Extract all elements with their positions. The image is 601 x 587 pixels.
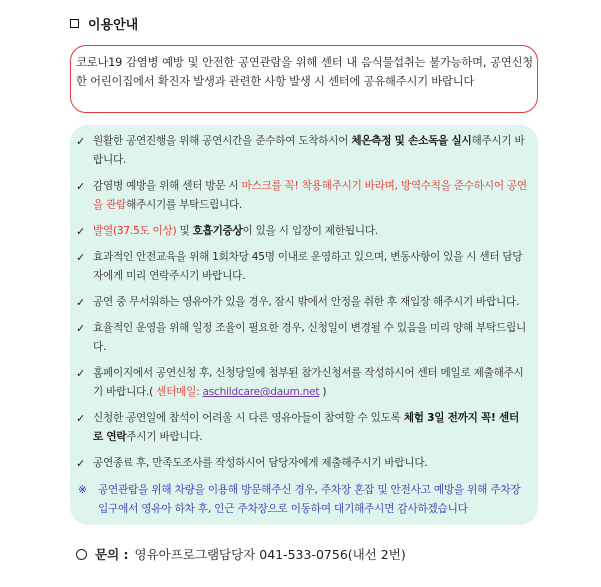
guide-item bbox=[76, 319, 528, 357]
guide-text: 이 있을 시 입장이 제한됩니다. bbox=[242, 225, 378, 237]
parking-note bbox=[76, 481, 528, 519]
guide-item bbox=[76, 222, 528, 241]
guide-panel bbox=[70, 125, 538, 525]
guide-text: 및 bbox=[176, 225, 193, 237]
guide-item bbox=[76, 248, 528, 286]
guide-text: 공연 중 무서워하는 영유아가 있을 경우, 잠시 밖에서 안정을 취한 후 재입장 해주시기 바랍니다. bbox=[93, 296, 520, 308]
guide-text: 신청한 공연일에 참석이 어려울 시 다른 영유아들이 참여할 수 있도록 bbox=[93, 412, 404, 424]
guide-text: 공연종료 후, 만족도조사를 작성하시어 담당자에게 제출해주시기 바랍니다. bbox=[93, 457, 428, 469]
guide-item bbox=[76, 293, 528, 312]
guide-bold-text: 체온측정 및 손소독을 실시 bbox=[351, 135, 472, 147]
guide-item bbox=[76, 409, 528, 447]
guide-text: ) bbox=[319, 386, 327, 398]
check-icon: ✓ bbox=[76, 180, 85, 193]
email-label: 센터메일: bbox=[153, 386, 203, 398]
reference-mark-icon: ※ bbox=[78, 484, 87, 496]
circle-bullet-icon bbox=[76, 549, 87, 560]
check-icon: ✓ bbox=[76, 412, 85, 425]
contact-value: 영유아프로그램담당자 041-533-0756(내선 2번) bbox=[134, 547, 406, 562]
note-text: 공연관람을 위해 차량을 이용해 방문해주신 경우, 주차장 혼잡 및 안전사고 예방을 위해 주차장 입구에서 영유아 하차 후, 인근 주차장으로 이동하여 대기해주시면 감사하겠습니다 bbox=[98, 484, 521, 515]
guide-bold-text: 체험 3일 전까지 꼭! 센터로 연락 bbox=[93, 412, 520, 443]
email-link[interactable]: aschildcare@daum.net bbox=[202, 386, 320, 398]
guide-red-text: 마스크를 꼭! 착용해주시기 바라며, 방역수칙을 준수하시어 공연을 관람 bbox=[93, 180, 527, 211]
guide-text: 원활한 공연진행을 위해 공연시간을 준수하여 도착하시어 bbox=[93, 135, 352, 147]
guide-item bbox=[76, 364, 528, 402]
contact-label: 문의 : bbox=[95, 547, 129, 562]
guide-item bbox=[76, 454, 528, 473]
guide-text: 홈페이지에서 공연신청 후, 신청당일에 첨부된 참가신청서를 작성하시어 센터 메일로 제출해주시기 바랍니다.( bbox=[93, 367, 524, 398]
check-icon: ✓ bbox=[76, 135, 85, 148]
guide-text: 해주시기 바랍니다. bbox=[93, 135, 525, 166]
check-icon: ✓ bbox=[76, 296, 85, 309]
guide-text: 감염병 예방을 위해 센터 방문 시 bbox=[93, 180, 242, 192]
guide-bold-text: 호흡기증상 bbox=[192, 225, 243, 237]
notice-box: 코로나19 감염병 예방 및 안전한 공연관람을 위해 센터 내 음식물섭취는 불가능하며, 공연신청 한 어린이집에서 확진자 발생과 관련한 사항 발생 시 센터에 공유해주시기 바랍니다 bbox=[70, 45, 538, 113]
guide-item bbox=[76, 132, 528, 170]
guide-text: 해주시기를 부탁드립니다. bbox=[126, 199, 243, 211]
check-icon: ✓ bbox=[76, 225, 85, 238]
guide-text: 효과적인 안전교육을 위해 1회차당 45명 이내로 운영하고 있으며, 변동사항이 있을 시 센터 담당자에게 미리 연락주시기 바랍니다. bbox=[93, 251, 523, 282]
check-icon: ✓ bbox=[76, 251, 85, 264]
guide-red-text: 발열(37.5도 이상) bbox=[93, 225, 177, 237]
square-bullet-icon bbox=[70, 19, 79, 28]
guide-text: 주시기 바랍니다. bbox=[126, 431, 203, 443]
check-icon: ✓ bbox=[76, 457, 85, 470]
check-icon: ✓ bbox=[76, 367, 85, 380]
check-icon: ✓ bbox=[76, 322, 85, 335]
contact-line bbox=[76, 545, 406, 563]
section-heading bbox=[70, 14, 138, 33]
guide-item bbox=[76, 177, 528, 215]
section-title: 이용안내 bbox=[88, 18, 139, 33]
guide-text: 효율적인 운영을 위해 일정 조율이 필요한 경우, 신청일이 변경될 수 있음을 미리 양해 부탁드립니다. bbox=[93, 322, 526, 353]
